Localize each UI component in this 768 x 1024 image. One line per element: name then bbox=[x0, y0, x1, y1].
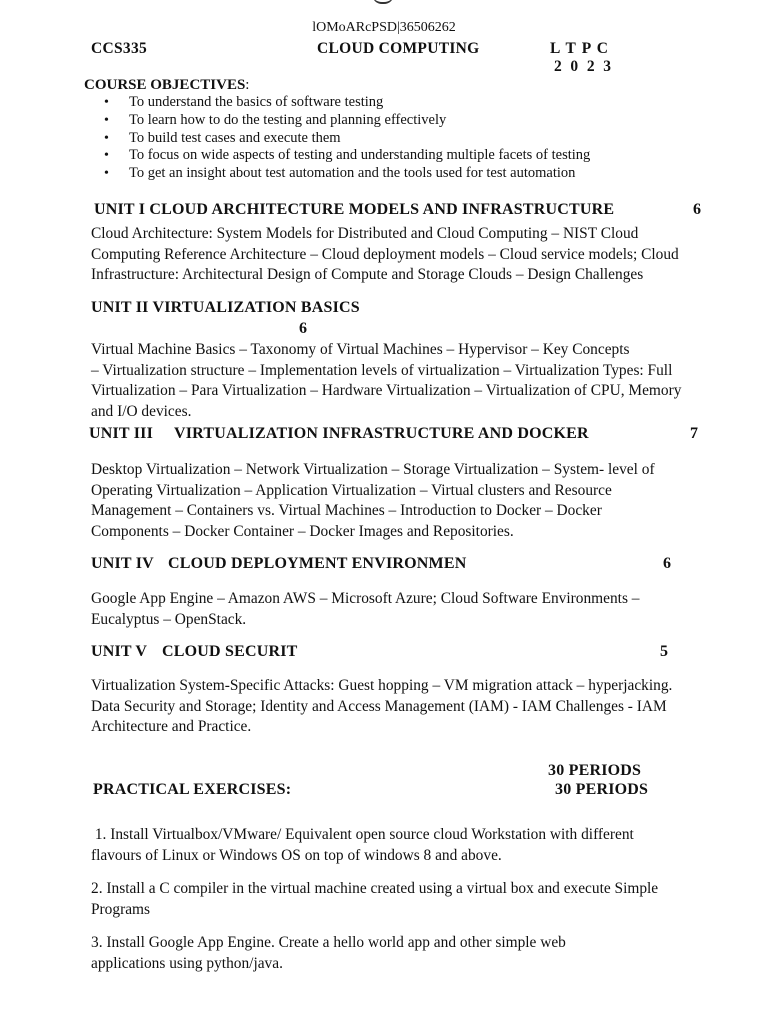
unit-5-hours: 5 bbox=[660, 643, 669, 660]
unit-5-content: Virtualization System-Specific Attacks: Guest hopping – VM migration attack – hyperjacking. Data Security and Storage; Identity and Access Management (IAM) - IAM Challenges - IAM Architecture and Practice. bbox=[91, 677, 673, 736]
ltpc-label: L T P C bbox=[550, 40, 610, 57]
list-item: • To understand the basics of software testing bbox=[104, 94, 590, 112]
list-item: • To learn how to do the testing and planning effectively bbox=[104, 112, 590, 130]
unit-5-title: CLOUD SECURIT bbox=[162, 643, 298, 660]
ltpc-values: 2 0 2 3 bbox=[554, 58, 614, 75]
practical-heading: PRACTICAL EXERCISES: bbox=[93, 781, 292, 798]
unit-3-content: Desktop Virtualization – Network Virtualization – Storage Virtualization – System- level of Operating Virtualization – Application Virtualization – Virtual clusters and Resource Management – Containers vs. Virtual Machines – Introduction to Docker – Docker Components – Docker Container – Docker Images and Repositories. bbox=[91, 461, 655, 540]
course-code: CCS335 bbox=[91, 40, 148, 57]
course-title: CLOUD COMPUTING bbox=[317, 40, 480, 57]
unit-2-title: UNIT II VIRTUALIZATION BASICS bbox=[91, 299, 360, 316]
unit-1-title: UNIT I CLOUD ARCHITECTURE MODELS AND INFRASTRUCTURE bbox=[94, 201, 615, 218]
unit-4-content: Google App Engine – Amazon AWS – Microsoft Azure; Cloud Software Environments – Eucalyptus – OpenStack. bbox=[91, 590, 640, 628]
objectives-list bbox=[104, 94, 590, 183]
unit-4-hours: 6 bbox=[663, 555, 672, 572]
unit-2-hours: 6 bbox=[299, 320, 308, 337]
objectives-heading: COURSE OBJECTIVES: bbox=[84, 77, 250, 93]
unit-3-hours: 7 bbox=[690, 425, 699, 442]
unit-1-hours: 6 bbox=[693, 201, 702, 218]
unit-2-content: Virtual Machine Basics – Taxonomy of Virtual Machines – Hypervisor – Key Concepts – Virtualization structure – Implementation levels of virtualization – Virtualization Types: Full Virtualization – Para Virtualization – Hardware Virtualization – Virtualization of CPU, Memory and I/O devices. bbox=[91, 341, 682, 420]
unit-3-title-prefix: UNIT III bbox=[89, 425, 153, 442]
unit-1-content: Cloud Architecture: System Models for Distributed and Cloud Computing – NIST Cloud Computing Reference Architecture – Cloud deployment models – Cloud service models; Cloud Infrastructure: Architectural Design of Compute and Storage Clouds – Design Challenges bbox=[91, 225, 679, 284]
list-item: 3. Install Google App Engine. Create a hello world app and other simple web applications using python/java. bbox=[91, 934, 566, 972]
practical-periods: 30 PERIODS bbox=[555, 781, 649, 798]
list-item: • To get an insight about test automation and the tools used for test automation bbox=[104, 165, 590, 183]
unit-4-title-prefix: UNIT IV bbox=[91, 555, 154, 572]
list-item: 2. Install a C compiler in the virtual machine created using a virtual box and execute Simple Programs bbox=[91, 880, 659, 918]
page-top-mark bbox=[372, 0, 394, 4]
list-item: • To focus on wide aspects of testing and understanding multiple facets of testing bbox=[104, 147, 590, 165]
watermark: lOMoARcPSD|36506262 bbox=[312, 20, 456, 35]
total-periods: 30 PERIODS bbox=[548, 762, 642, 779]
list-item: • To build test cases and execute them bbox=[104, 130, 590, 148]
unit-5-title-prefix: UNIT V bbox=[91, 643, 148, 660]
list-item: 1. Install Virtualbox/VMware/ Equivalent open source cloud Workstation with different flavours of Linux or Windows OS on top of windows 8 and above. bbox=[91, 826, 634, 864]
unit-4-title: CLOUD DEPLOYMENT ENVIRONMEN bbox=[168, 555, 467, 572]
unit-3-title: VIRTUALIZATION INFRASTRUCTURE AND DOCKER bbox=[174, 425, 589, 442]
